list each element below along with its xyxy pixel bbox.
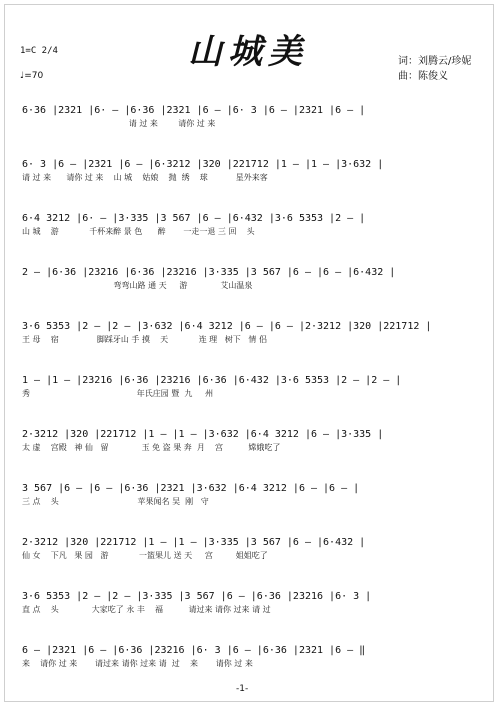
lyrics-line: 请 过 来 请你 过 来 [22,119,216,128]
notation-line: 6 – |2321 |6 – |6·36 |23216 |6· 3 |6 – |6·36 |2321 |6 – ‖ [22,645,366,656]
score-row [22,590,480,616]
lyrics-line: 弯弯山路 通 天 游 艾山温泉 [22,281,253,290]
notation-line: 6·4 3212 |6· – |3·335 |3 567 |6 – |6·432 |3·6 5353 |2 – | [22,213,366,224]
score-row [22,644,480,670]
score-row [22,374,480,400]
score-row [22,266,480,292]
score-row [22,158,480,184]
notation-line: 1 – |1 – |23216 |6·36 |23216 |6·36 |6·432 |3·6 5353 |2 – |2 – | [22,375,402,386]
lyrics-line: 直 点 头 大家吃了 永 丰 福 请过来 请你 过来 请 过 [22,605,271,614]
notation-line: 2·3212 |320 |221712 |1 – |1 – |3·335 |3 567 |6 – |6·432 | [22,537,366,548]
lyrics-line: 秀 年氏庄园 暨 九 州 [22,389,214,398]
key-signature: 1=C 2/4 [20,46,58,56]
notation-line: 6· 3 |6 – |2321 |6 – |6·3212 |320 |221712 |1 – |1 – |3·632 | [22,159,384,170]
composer-credit: 曲：陈俊义 [398,71,448,82]
lyrics-line: 来 请你 过 来 请过来 请你 过来 请 过 来 请你 过 来 [22,659,253,668]
score-row [22,320,480,346]
lyrics-line: 请 过 来 请你 过 来 山 城 姑娘 抛 绣 球 星外来客 [22,173,268,182]
lyrics-line: 仙 女 下凡 果 园 游 一篮果儿 送 天 宫 姐姐吃了 [22,551,268,560]
notation-line: 3 567 |6 – |6 – |6·36 |2321 |3·632 |6·4 3212 |6 – |6 – | [22,483,360,494]
score-row [22,536,480,562]
notation-line: 3·6 5353 |2 – |2 – |3·335 |3 567 |6 – |6·36 |23216 |6· 3 | [22,591,372,602]
notation-line: 2·3212 |320 |221712 |1 – |1 – |3·632 |6·4 3212 |6 – |3·335 | [22,429,384,440]
lyrics-line: 王 母 宿 脚踩牙山 手 摸 天 连 理 树下 情 侣 [22,335,267,344]
score-row [22,104,480,130]
song-title: 山城美 [188,32,308,72]
lyricist-credit: 词：刘腾云/珍妮 [398,56,472,67]
lyrics-line: 山 城 游 千杯来醉 景 色 醉 一走一退 三 回 头 [22,227,255,236]
lyrics-line: 三 点 头 苹果闻名 吴 刚 守 [22,497,209,506]
score-row [22,212,480,238]
notation-line: 3·6 5353 |2 – |2 – |3·632 |6·4 3212 |6 – |6 – |2·3212 |320 |221712 | [22,321,432,332]
page-number: -1- [236,684,249,694]
score-row [22,482,480,508]
notation-line: 2 – |6·36 |23216 |6·36 |23216 |3·335 |3 567 |6 – |6 – |6·432 | [22,267,396,278]
notation-line: 6·36 |2321 |6· – |6·36 |2321 |6 – |6· 3 |6 – |2321 |6 – | [22,105,366,116]
tempo-marking: ♩=70 [20,71,44,81]
lyrics-line: 太 虚 宫殿 神 仙 留 玉 免 盗 果 奔 月 宫 嫦娥吃了 [22,443,281,452]
score-row [22,428,480,454]
